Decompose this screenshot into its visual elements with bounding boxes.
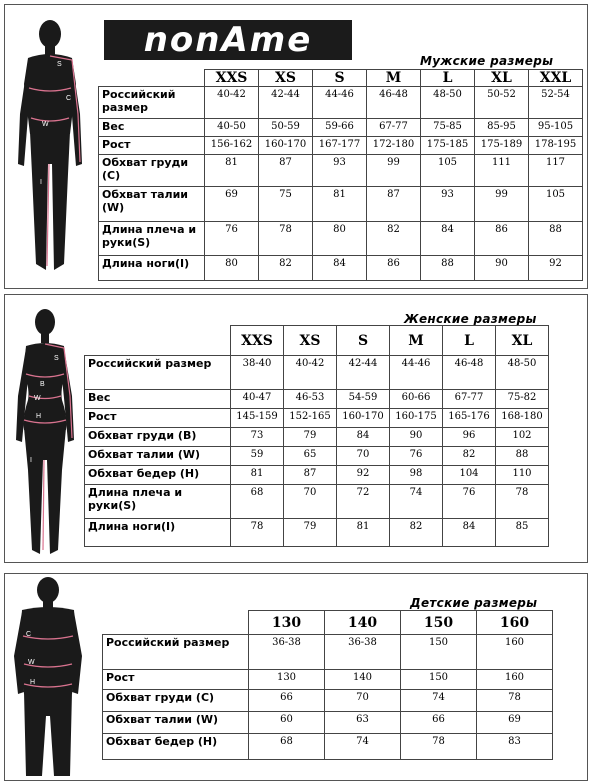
cell-value: 82 xyxy=(443,447,496,466)
cell-value: 160-170 xyxy=(337,409,390,428)
size-header: L xyxy=(421,70,475,87)
row-label: Обхват груди (C) xyxy=(99,155,205,187)
cell-value: 40-42 xyxy=(205,87,259,119)
table-row xyxy=(103,635,553,670)
cell-value: 75-85 xyxy=(421,119,475,137)
figure-mark: I xyxy=(30,457,32,464)
cell-value: 52-54 xyxy=(529,87,583,119)
size-header: XS xyxy=(284,326,337,356)
cell-value: 40-50 xyxy=(205,119,259,137)
cell-value: 76 xyxy=(390,447,443,466)
cell-value: 46-48 xyxy=(367,87,421,119)
cell-value: 67-77 xyxy=(367,119,421,137)
kids-size-table xyxy=(102,610,553,760)
cell-value: 90 xyxy=(475,256,529,281)
table-row xyxy=(103,690,553,712)
cell-value: 175-185 xyxy=(421,137,475,155)
table-row xyxy=(99,155,583,187)
cell-value: 67-77 xyxy=(443,390,496,409)
cell-value: 88 xyxy=(496,447,549,466)
size-header: S xyxy=(313,70,367,87)
figure-mark: W xyxy=(42,121,49,128)
size-header: XL xyxy=(475,70,529,87)
cell-value: 92 xyxy=(529,256,583,281)
row-label: Рост xyxy=(103,670,249,690)
cell-value: 172-180 xyxy=(367,137,421,155)
cell-value: 150 xyxy=(401,635,477,670)
cell-value: 93 xyxy=(421,187,475,222)
table-row xyxy=(99,222,583,256)
figure-mark: H xyxy=(30,679,36,686)
cell-value: 63 xyxy=(325,712,401,734)
cell-value: 75 xyxy=(259,187,313,222)
table-row xyxy=(85,409,549,428)
size-header: 160 xyxy=(477,611,553,635)
cell-value: 65 xyxy=(284,447,337,466)
row-label: Вес xyxy=(99,119,205,137)
cell-value: 168-180 xyxy=(496,409,549,428)
cell-value: 88 xyxy=(529,222,583,256)
cell-value: 78 xyxy=(259,222,313,256)
women-figure xyxy=(10,300,80,560)
cell-value: 73 xyxy=(231,428,284,447)
cell-value: 46-53 xyxy=(284,390,337,409)
table-row xyxy=(85,466,549,485)
cell-value: 78 xyxy=(231,519,284,547)
cell-value: 66 xyxy=(249,690,325,712)
cell-value: 85-95 xyxy=(475,119,529,137)
size-header: L xyxy=(443,326,496,356)
cell-value: 40-42 xyxy=(284,356,337,390)
row-label: Обхват талии (W) xyxy=(85,447,231,466)
table-row xyxy=(99,187,583,222)
cell-value: 160 xyxy=(477,635,553,670)
cell-value: 69 xyxy=(205,187,259,222)
cell-value: 82 xyxy=(390,519,443,547)
cell-value: 111 xyxy=(475,155,529,187)
table-row xyxy=(85,428,549,447)
men-size-table xyxy=(98,69,583,281)
cell-value: 78 xyxy=(477,690,553,712)
cell-value: 87 xyxy=(284,466,337,485)
size-header: 150 xyxy=(401,611,477,635)
row-label: Российский размер xyxy=(103,635,249,670)
cell-value: 36-38 xyxy=(325,635,401,670)
size-header: XXS xyxy=(205,70,259,87)
kids-heading: Детские размеры xyxy=(410,596,538,610)
row-label: Российский размер xyxy=(85,356,231,390)
cell-value: 87 xyxy=(367,187,421,222)
size-header: XXS xyxy=(231,326,284,356)
figure-mark: H xyxy=(36,413,42,420)
row-label: Российский размер xyxy=(99,87,205,119)
cell-value: 44-46 xyxy=(390,356,443,390)
cell-value: 117 xyxy=(529,155,583,187)
row-label: Длина плеча и руки(S) xyxy=(99,222,205,256)
table-row xyxy=(103,712,553,734)
row-label: Длина ноги(I) xyxy=(99,256,205,281)
cell-value: 84 xyxy=(337,428,390,447)
row-label: Обхват талии (W) xyxy=(103,712,249,734)
cell-value: 78 xyxy=(496,485,549,519)
cell-value: 88 xyxy=(421,256,475,281)
cell-value: 152-165 xyxy=(284,409,337,428)
cell-value: 165-176 xyxy=(443,409,496,428)
figure-mark: I xyxy=(40,179,42,186)
table-row xyxy=(103,670,553,690)
cell-value: 54-59 xyxy=(337,390,390,409)
cell-value: 92 xyxy=(337,466,390,485)
cell-value: 160-170 xyxy=(259,137,313,155)
cell-value: 68 xyxy=(231,485,284,519)
cell-value: 79 xyxy=(284,519,337,547)
table-row xyxy=(99,87,583,119)
cell-value: 59-66 xyxy=(313,119,367,137)
cell-value: 98 xyxy=(390,466,443,485)
cell-value: 50-52 xyxy=(475,87,529,119)
size-header: M xyxy=(367,70,421,87)
cell-value: 102 xyxy=(496,428,549,447)
table-row xyxy=(99,119,583,137)
brand-logo: nonAme xyxy=(104,20,352,60)
cell-value: 84 xyxy=(313,256,367,281)
row-label: Рост xyxy=(99,137,205,155)
cell-value: 42-44 xyxy=(337,356,390,390)
cell-value: 87 xyxy=(259,155,313,187)
cell-value: 130 xyxy=(249,670,325,690)
women-heading: Женские размеры xyxy=(404,312,537,326)
cell-value: 140 xyxy=(325,670,401,690)
cell-value: 85 xyxy=(496,519,549,547)
cell-value: 167-177 xyxy=(313,137,367,155)
cell-value: 84 xyxy=(421,222,475,256)
cell-value: 160 xyxy=(477,670,553,690)
cell-value: 160-175 xyxy=(390,409,443,428)
row-label: Вес xyxy=(85,390,231,409)
size-header: M xyxy=(390,326,443,356)
women-size-table xyxy=(84,325,549,547)
cell-value: 110 xyxy=(496,466,549,485)
cell-value: 80 xyxy=(205,256,259,281)
cell-value: 81 xyxy=(205,155,259,187)
cell-value: 150 xyxy=(401,670,477,690)
row-label: Обхват бедер (H) xyxy=(103,734,249,760)
row-label: Рост xyxy=(85,409,231,428)
size-header: XXL xyxy=(529,70,583,87)
cell-value: 70 xyxy=(337,447,390,466)
cell-value: 104 xyxy=(443,466,496,485)
size-header: 140 xyxy=(325,611,401,635)
cell-value: 105 xyxy=(421,155,475,187)
figure-mark: B xyxy=(40,381,45,388)
cell-value: 81 xyxy=(337,519,390,547)
cell-value: 68 xyxy=(249,734,325,760)
cell-value: 105 xyxy=(529,187,583,222)
cell-value: 74 xyxy=(325,734,401,760)
cell-value: 44-46 xyxy=(313,87,367,119)
cell-value: 156-162 xyxy=(205,137,259,155)
table-row xyxy=(85,519,549,547)
size-header: 130 xyxy=(249,611,325,635)
figure-mark: C xyxy=(66,95,72,102)
cell-value: 60 xyxy=(249,712,325,734)
cell-value: 93 xyxy=(313,155,367,187)
cell-value: 99 xyxy=(367,155,421,187)
cell-value: 74 xyxy=(390,485,443,519)
cell-value: 81 xyxy=(313,187,367,222)
cell-value: 36-38 xyxy=(249,635,325,670)
cell-value: 78 xyxy=(401,734,477,760)
row-label: Обхват груди (C) xyxy=(103,690,249,712)
kids-figure xyxy=(10,576,86,780)
cell-value: 82 xyxy=(367,222,421,256)
cell-value: 38-40 xyxy=(231,356,284,390)
cell-value: 48-50 xyxy=(496,356,549,390)
table-row xyxy=(103,734,553,760)
cell-value: 76 xyxy=(205,222,259,256)
cell-value: 81 xyxy=(231,466,284,485)
cell-value: 178-195 xyxy=(529,137,583,155)
cell-value: 175-189 xyxy=(475,137,529,155)
cell-value: 76 xyxy=(443,485,496,519)
row-label: Обхват талии (W) xyxy=(99,187,205,222)
cell-value: 48-50 xyxy=(421,87,475,119)
figure-mark: C xyxy=(26,631,32,638)
size-header: XL xyxy=(496,326,549,356)
figure-mark: W xyxy=(34,395,41,402)
cell-value: 84 xyxy=(443,519,496,547)
cell-value: 69 xyxy=(477,712,553,734)
cell-value: 70 xyxy=(325,690,401,712)
cell-value: 60-66 xyxy=(390,390,443,409)
table-corner xyxy=(99,70,205,87)
cell-value: 145-159 xyxy=(231,409,284,428)
cell-value: 59 xyxy=(231,447,284,466)
figure-mark: S xyxy=(54,355,59,362)
size-header: XS xyxy=(259,70,313,87)
men-heading: Мужские размеры xyxy=(420,54,554,68)
cell-value: 66 xyxy=(401,712,477,734)
cell-value: 90 xyxy=(390,428,443,447)
table-corner xyxy=(85,326,231,356)
row-label: Длина ноги(I) xyxy=(85,519,231,547)
row-label: Обхват бедер (H) xyxy=(85,466,231,485)
men-figure xyxy=(10,14,90,284)
cell-value: 74 xyxy=(401,690,477,712)
figure-mark: W xyxy=(28,659,35,666)
cell-value: 46-48 xyxy=(443,356,496,390)
cell-value: 99 xyxy=(475,187,529,222)
row-label: Длина плеча и руки(S) xyxy=(85,485,231,519)
cell-value: 79 xyxy=(284,428,337,447)
table-row xyxy=(85,447,549,466)
cell-value: 75-82 xyxy=(496,390,549,409)
figure-mark: S xyxy=(57,61,62,68)
cell-value: 95-105 xyxy=(529,119,583,137)
cell-value: 80 xyxy=(313,222,367,256)
table-corner xyxy=(103,611,249,635)
table-row xyxy=(85,390,549,409)
cell-value: 42-44 xyxy=(259,87,313,119)
cell-value: 86 xyxy=(367,256,421,281)
cell-value: 83 xyxy=(477,734,553,760)
cell-value: 40-47 xyxy=(231,390,284,409)
table-row xyxy=(85,356,549,390)
cell-value: 86 xyxy=(475,222,529,256)
cell-value: 96 xyxy=(443,428,496,447)
table-row xyxy=(99,256,583,281)
size-header: S xyxy=(337,326,390,356)
cell-value: 72 xyxy=(337,485,390,519)
cell-value: 82 xyxy=(259,256,313,281)
table-row xyxy=(99,137,583,155)
row-label: Обхват груди (B) xyxy=(85,428,231,447)
table-row xyxy=(85,485,549,519)
cell-value: 50-59 xyxy=(259,119,313,137)
cell-value: 70 xyxy=(284,485,337,519)
